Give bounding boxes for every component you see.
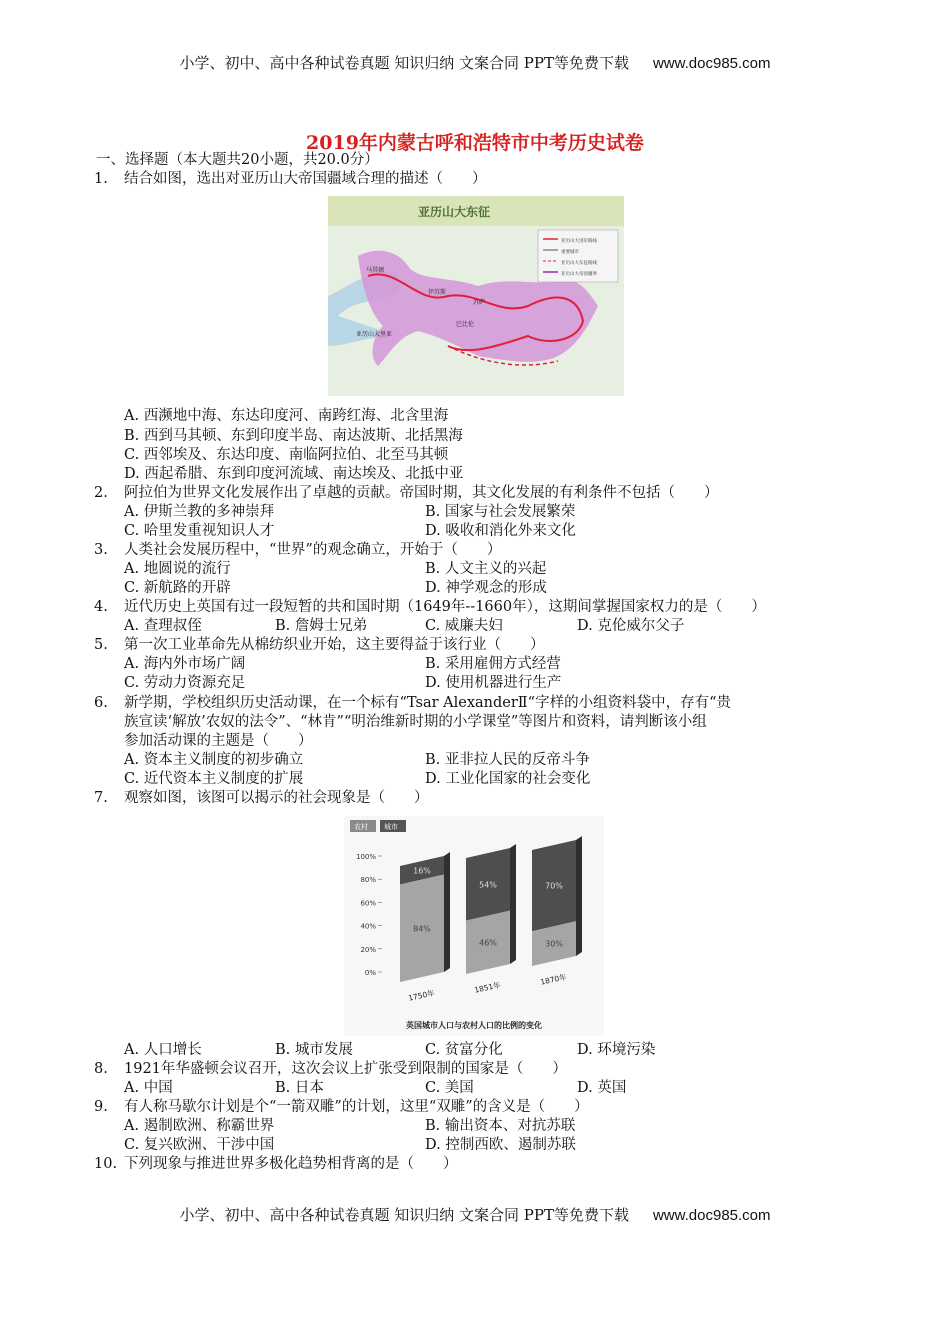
option-b[interactable]: B. 詹姆士兄弟 <box>275 618 368 634</box>
option-a[interactable]: A. 遏制欧洲、称霸世界 <box>124 1118 275 1134</box>
option-a[interactable]: A. 人口增长 <box>124 1042 202 1058</box>
y-tick-label: 60% <box>360 899 376 908</box>
question-text: 第一次工业革命先从棉纺织业开始，这主要得益于该行业（ ） <box>124 637 545 653</box>
question-text: 阿拉伯为世界文化发展作出了卓越的贡献。帝国时期，其文化发展的有利条件不包括（ ） <box>124 485 719 501</box>
option-d[interactable]: D. 英国 <box>577 1080 627 1096</box>
option-b[interactable]: B. 输出资本、对抗苏联 <box>425 1118 576 1134</box>
y-tick-label: 40% <box>360 922 376 931</box>
question-number: 7. <box>94 790 108 806</box>
option-c[interactable]: C. 新航路的开辟 <box>124 580 231 596</box>
exam-title: 2019年内蒙古呼和浩特市中考历史试卷 <box>306 132 644 154</box>
option-d[interactable]: D. 环境污染 <box>577 1042 656 1058</box>
option-b[interactable]: B. 采用雇佣方式经营 <box>425 656 561 672</box>
question-text: 有人称马歇尔计划是个“一箭双雕”的计划，这里“双雕”的含义是（ ） <box>124 1099 589 1115</box>
population-chart <box>344 816 604 1036</box>
option-c[interactable]: C. 美国 <box>425 1080 474 1096</box>
option-a[interactable]: A. 地圆说的流行 <box>124 561 231 577</box>
y-tick-label: 20% <box>360 945 376 954</box>
option-c[interactable]: C. 复兴欧洲、干涉中国 <box>124 1137 275 1153</box>
category-label: 1870年 <box>539 972 568 987</box>
question-number: 4. <box>94 599 108 615</box>
place-label: 苏萨 <box>473 299 486 306</box>
option-c[interactable]: C. 西邻埃及、东达印度、南临阿拉伯、北至马其顿 <box>124 447 449 463</box>
option-a[interactable]: A. 西濒地中海、东达印度河、南跨红海、北含里海 <box>124 408 449 424</box>
category-label: 1750年 <box>407 988 436 1003</box>
value-label-rural: 46% <box>479 938 497 948</box>
question-number: 2. <box>94 485 108 501</box>
legend-item: 重要城市 <box>561 250 579 255</box>
legend-item: 亚历山大帝国疆界 <box>561 272 597 277</box>
option-d[interactable]: D. 西起希腊、东到印度河流域、南达埃及、北抵中亚 <box>124 466 464 482</box>
option-b[interactable]: B. 亚非拉人民的反帝斗争 <box>425 752 590 768</box>
question-number: 1. <box>94 171 108 187</box>
place-label: 亚历山大里亚 <box>356 331 393 338</box>
chart-title: 英国城市人口与农村人口的比例的变化 <box>406 1021 542 1030</box>
option-c[interactable]: C. 贫富分化 <box>425 1042 503 1058</box>
question-text: 新学期，学校组织历史活动课，在一个标有“Tsar AlexanderⅡ“字样的小组资料袋中，存有“贵 <box>124 695 731 711</box>
value-label-rural: 30% <box>545 939 563 949</box>
legend-item: 亚历山大东征路线 <box>561 261 597 266</box>
option-c[interactable]: C. 哈里发重视知识人才 <box>124 523 275 539</box>
place-label: 伊苏斯 <box>428 289 447 296</box>
question-number: 3. <box>94 542 108 558</box>
footer-site[interactable]: www.doc985.com <box>652 1207 771 1224</box>
question-number: 8. <box>94 1061 108 1077</box>
option-c[interactable]: C. 劳动力资源充足 <box>124 675 246 691</box>
bar-side <box>576 836 582 956</box>
legend-item: 亚历山大进军路线 <box>561 239 597 244</box>
option-a[interactable]: A. 伊斯兰教的多神崇拜 <box>124 504 275 520</box>
footer-text: 小学、初中、高中各种试卷真题 知识归纳 文案合同 PPT等免费下载 <box>179 1206 629 1224</box>
option-a[interactable]: A. 中国 <box>124 1080 173 1096</box>
value-label-urban: 16% <box>413 866 431 876</box>
y-tick-label: 80% <box>360 876 376 885</box>
place-label: 马其顿 <box>366 267 385 274</box>
option-b[interactable]: B. 人文主义的兴起 <box>425 561 547 577</box>
map-svg <box>328 196 624 396</box>
header-text: 小学、初中、高中各种试卷真题 知识归纳 文案合同 PPT等免费下载 <box>179 54 629 72</box>
question-text: 参加活动课的主题是（ ） <box>124 733 313 749</box>
option-b[interactable]: B. 城市发展 <box>275 1042 353 1058</box>
header-site[interactable]: www.doc985.com <box>652 55 771 72</box>
question-number: 6. <box>94 695 108 711</box>
page-header <box>0 52 950 73</box>
alexander-map <box>328 196 624 396</box>
bar-side <box>510 844 516 964</box>
page-footer <box>0 1204 950 1225</box>
option-a[interactable]: A. 查理叔侄 <box>124 618 202 634</box>
legend-label: 城市 <box>384 823 398 831</box>
option-c[interactable]: C. 威廉夫妇 <box>425 618 503 634</box>
y-tick-label: 0% <box>364 969 376 977</box>
option-a[interactable]: A. 海内外市场广阔 <box>124 656 246 672</box>
question-text: 1921年华盛顿会议召开，这次会议上扩张受到限制的国家是（ ） <box>124 1061 567 1077</box>
value-label-rural: 84% <box>413 924 431 934</box>
category-label: 1851年 <box>473 980 502 995</box>
option-d[interactable]: D. 神学观念的形成 <box>425 580 547 596</box>
option-d[interactable]: D. 使用机器进行生产 <box>425 675 562 691</box>
option-d[interactable]: D. 吸收和消化外来文化 <box>425 523 576 539</box>
option-a[interactable]: A. 资本主义制度的初步确立 <box>124 752 304 768</box>
question-text: 观察如图，该图可以揭示的社会现象是（ ） <box>124 790 429 806</box>
value-label-urban: 54% <box>479 880 497 890</box>
option-b[interactable]: B. 国家与社会发展繁荣 <box>425 504 576 520</box>
option-d[interactable]: D. 控制西欧、遏制苏联 <box>425 1137 576 1153</box>
option-c[interactable]: C. 近代资本主义制度的扩展 <box>124 771 304 787</box>
option-d[interactable]: D. 工业化国家的社会变化 <box>425 771 591 787</box>
legend-label: 农村 <box>354 823 368 831</box>
question-number: 9. <box>94 1099 108 1115</box>
option-b[interactable]: B. 西到马其顿、东到印度半岛、南达波斯、北括黑海 <box>124 428 463 444</box>
value-label-urban: 70% <box>545 881 563 891</box>
section-heading: 一、选择题（本大题共20小题，共20.0分） <box>96 152 379 168</box>
question-text: 人类社会发展历程中，“世界”的观念确立，开始于（ ） <box>124 542 502 558</box>
chart-svg <box>344 816 604 1036</box>
option-d[interactable]: D. 克伦威尔父子 <box>577 618 685 634</box>
question-text: 结合如图，选出对亚历山大帝国疆域合理的描述（ ） <box>124 171 487 187</box>
question-number: 10. <box>94 1156 118 1172</box>
map-title: 亚历山大东征 <box>418 205 491 219</box>
question-text: 下列现象与推进世界多极化趋势相背离的是（ ） <box>124 1156 458 1172</box>
question-text: 族宣读‘解放’农奴的法令”、“林肯”“明治维新时期的小学课堂”等图片和资料，请判断该小组 <box>124 714 707 730</box>
y-tick-label: 100% <box>355 853 376 861</box>
option-b[interactable]: B. 日本 <box>275 1080 324 1096</box>
place-label: 巴比伦 <box>456 321 475 328</box>
question-text: 近代历史上英国有过一段短暂的共和国时期（1649年--1660年），这期间掌握国家权力的是（ ） <box>124 599 766 615</box>
bar-side <box>444 852 450 972</box>
question-number: 5. <box>94 637 108 653</box>
